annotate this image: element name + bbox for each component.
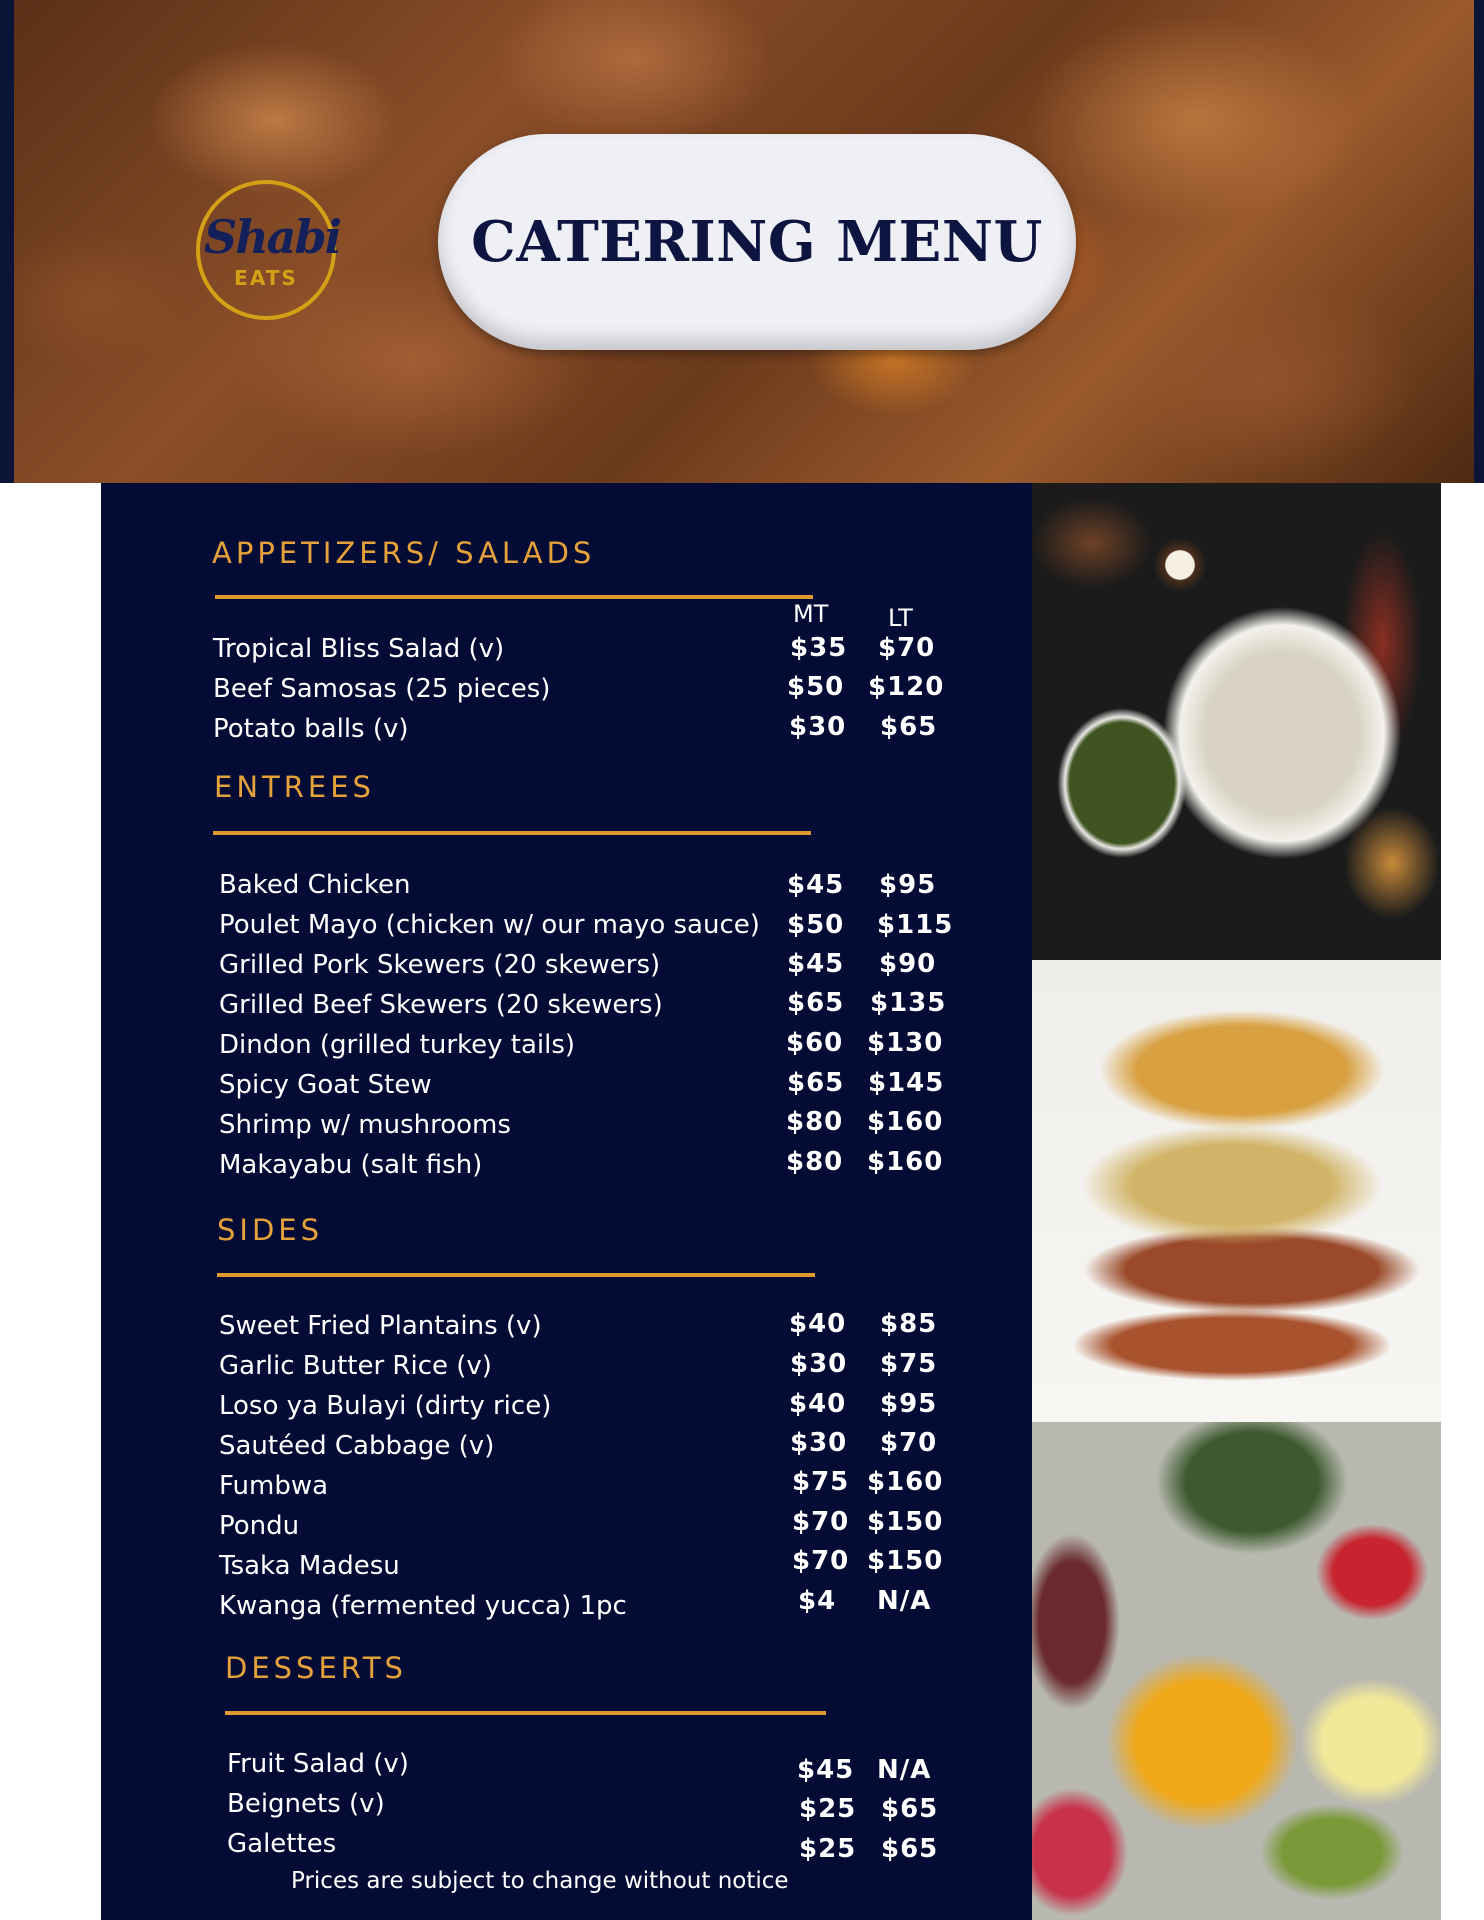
menu-item-price-lt: $95 (879, 870, 937, 900)
menu-item-price-mt: $60 (786, 1028, 844, 1058)
section-rule-appetizers (215, 595, 813, 599)
menu-item-price-lt: N/A (877, 1586, 932, 1616)
food-photo-grill-and-cassava (1032, 483, 1441, 960)
menu-item-price-mt: $40 (789, 1309, 847, 1339)
menu-item-name: Tropical Bliss Salad (v) (213, 634, 505, 664)
menu-item-price-mt: $70 (792, 1546, 850, 1576)
page-edge-right (1474, 0, 1484, 483)
menu-item-price-mt: $25 (799, 1834, 857, 1864)
menu-item-price-mt: $4 (798, 1586, 837, 1616)
shabi-eats-logo (196, 180, 341, 320)
menu-item-name: Dindon (grilled turkey tails) (219, 1030, 576, 1060)
menu-item-price-mt: $30 (790, 1349, 848, 1379)
menu-item-name: Tsaka Madesu (219, 1551, 400, 1581)
menu-item-price-lt: $120 (868, 672, 945, 702)
section-title-sides: SIDES (217, 1213, 324, 1247)
column-header-mt: MT (793, 600, 829, 628)
page-title: CATERING MENU (471, 209, 1043, 275)
menu-item-name: Kwanga (fermented yucca) 1pc (219, 1591, 627, 1621)
menu-item-name: Fruit Salad (v) (227, 1749, 409, 1779)
column-header-lt: LT (888, 604, 913, 632)
menu-item-price-mt: $45 (787, 949, 845, 979)
menu-item-price-lt: $160 (867, 1467, 944, 1497)
menu-item-name: Grilled Beef Skewers (20 skewers) (219, 990, 663, 1020)
food-photo-plantains-and-skewers (1032, 960, 1441, 1422)
hero-food-photo (14, 0, 1474, 483)
menu-item-price-lt: $65 (880, 712, 938, 742)
menu-item-price-lt: $115 (877, 910, 954, 940)
menu-item-price-mt: $30 (790, 1428, 848, 1458)
menu-item-name: Sweet Fried Plantains (v) (219, 1311, 542, 1341)
menu-item-price-lt: $145 (868, 1068, 945, 1098)
menu-item-price-mt: $80 (786, 1147, 844, 1177)
menu-item-price-mt: $80 (786, 1107, 844, 1137)
menu-item-price-lt: N/A (877, 1755, 932, 1785)
menu-item-price-mt: $30 (789, 712, 847, 742)
menu-item-price-mt: $75 (792, 1467, 850, 1497)
menu-item-price-lt: $135 (870, 988, 947, 1018)
menu-item-price-mt: $45 (787, 870, 845, 900)
menu-item-price-lt: $85 (880, 1309, 938, 1339)
menu-item-price-lt: $70 (878, 633, 936, 663)
menu-item-price-lt: $75 (880, 1349, 938, 1379)
section-rule-entrees (213, 831, 811, 835)
title-banner (438, 134, 1076, 350)
menu-item-price-lt: $70 (880, 1428, 938, 1458)
page-margin-right (1441, 483, 1484, 1920)
price-disclaimer: Prices are subject to change without notice (291, 1868, 789, 1894)
section-rule-sides (217, 1273, 815, 1277)
menu-item-name: Sautéed Cabbage (v) (219, 1431, 495, 1461)
menu-item-name: Fumbwa (219, 1471, 329, 1501)
menu-item-price-mt: $65 (787, 1068, 845, 1098)
menu-item-name: Pondu (219, 1511, 300, 1541)
menu-item-price-mt: $50 (787, 910, 845, 940)
section-title-appetizers: APPETIZERS/ SALADS (212, 536, 596, 570)
menu-item-name: Grilled Pork Skewers (20 skewers) (219, 950, 661, 980)
menu-item-price-lt: $130 (867, 1028, 944, 1058)
menu-item-name: Potato balls (v) (213, 714, 409, 744)
menu-item-price-lt: $90 (879, 949, 937, 979)
section-title-entrees: ENTREES (214, 770, 375, 804)
menu-item-price-lt: $65 (881, 1794, 939, 1824)
menu-item-name: Shrimp w/ mushrooms (219, 1110, 511, 1140)
menu-item-price-lt: $65 (881, 1834, 939, 1864)
menu-item-price-mt: $45 (797, 1755, 855, 1785)
logo-script-text: Shabi (204, 210, 341, 264)
menu-item-price-mt: $70 (792, 1507, 850, 1537)
menu-item-price-mt: $40 (789, 1389, 847, 1419)
menu-item-name: Spicy Goat Stew (219, 1070, 432, 1100)
menu-item-price-lt: $160 (867, 1107, 944, 1137)
menu-item-price-lt: $150 (867, 1546, 944, 1576)
menu-item-name: Baked Chicken (219, 870, 411, 900)
page-edge-left (0, 0, 14, 483)
menu-item-price-mt: $35 (790, 633, 848, 663)
menu-item-name: Makayabu (salt fish) (219, 1150, 483, 1180)
menu-item-name: Poulet Mayo (chicken w/ our mayo sauce) (219, 910, 760, 940)
menu-item-price-lt: $160 (867, 1147, 944, 1177)
menu-item-price-lt: $150 (867, 1507, 944, 1537)
menu-item-price-mt: $50 (787, 672, 845, 702)
section-rule-desserts (225, 1711, 826, 1715)
menu-item-name: Galettes (227, 1829, 337, 1859)
food-photo-fruit-platter (1032, 1422, 1441, 1920)
menu-item-price-mt: $25 (799, 1794, 857, 1824)
menu-item-name: Garlic Butter Rice (v) (219, 1351, 492, 1381)
menu-item-name: Beef Samosas (25 pieces) (213, 674, 551, 704)
menu-item-name: Loso ya Bulayi (dirty rice) (219, 1391, 552, 1421)
section-title-desserts: DESSERTS (225, 1651, 407, 1685)
logo-sub-text: EATS (234, 266, 298, 290)
menu-item-price-mt: $65 (787, 988, 845, 1018)
menu-item-name: Beignets (v) (227, 1789, 385, 1819)
menu-item-price-lt: $95 (880, 1389, 938, 1419)
